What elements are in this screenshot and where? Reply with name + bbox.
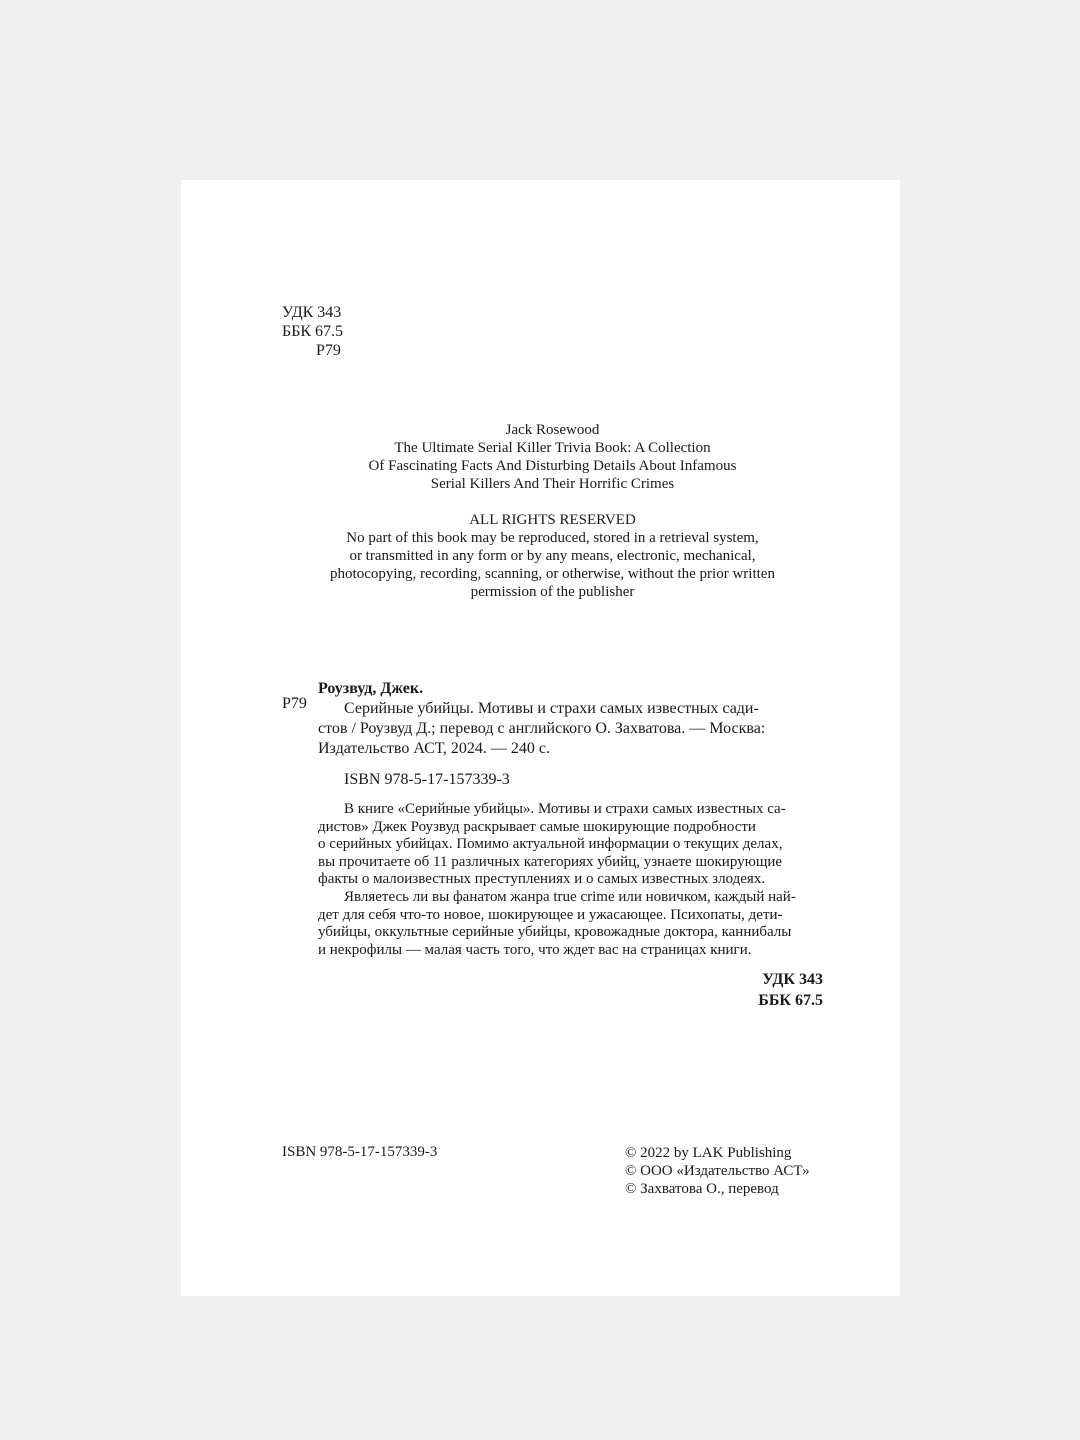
original-title-line: Of Fascinating Facts And Disturbing Details About Infamous bbox=[368, 458, 737, 474]
bbk-code-bold: ББК 67.5 bbox=[758, 992, 823, 1009]
rights-line: or transmitted in any form or by any means, electronic, mechanical, bbox=[349, 548, 756, 564]
classification-codes-top bbox=[282, 303, 343, 360]
annotation-line: дистов» Джек Роузвуд раскрывает самые шокирующие подробности bbox=[318, 818, 756, 835]
annotation-line: Являетесь ли вы фанатом жанра true crime или новичком, каждый най- bbox=[344, 888, 796, 905]
copyright-line: © ООО «Издательство АСТ» bbox=[625, 1163, 810, 1179]
annotation-line: факты о малоизвестных преступлениях и о самых известных злодеях. bbox=[318, 871, 766, 888]
rights-line: No part of this book may be reproduced, stored in a retrieval system, bbox=[346, 530, 759, 546]
copyright-line: © Захватова О., перевод bbox=[625, 1181, 779, 1197]
annotation-line: о серийных убийцах. Помимо актуальной информации о текущих делах, bbox=[318, 836, 783, 853]
udk-code-bold: УДК 343 bbox=[762, 971, 823, 988]
author-sign: Р79 bbox=[316, 342, 341, 359]
original-title-line: The Ultimate Serial Killer Trivia Book: A Collection bbox=[394, 440, 711, 456]
annotation-line: убийцы, оккультные серийные убийцы, кровожадные доктора, каннибалы bbox=[318, 924, 792, 941]
catalog-description-line: стов / Роузвуд Д.; перевод с английского О. Захватова. — Москва: bbox=[318, 720, 766, 737]
catalog-card bbox=[318, 679, 824, 959]
rights-line: photocopying, recording, scanning, or otherwise, without the prior written bbox=[330, 566, 775, 582]
annotation bbox=[318, 801, 824, 959]
rights-line: permission of the publisher bbox=[470, 584, 635, 600]
udk-code: УДК 343 bbox=[282, 304, 342, 321]
classification-codes-right bbox=[758, 969, 823, 1011]
annotation-line: дет для себя что-то новое, шокирующее и ужасающее. Психопаты, дети- bbox=[318, 906, 783, 923]
annotation-line: В книге «Серийные убийцы». Мотивы и страхи самых известных са- bbox=[344, 801, 786, 817]
rights-title: ALL RIGHTS RESERVED bbox=[469, 512, 636, 528]
annotation-line: вы прочитаете об 11 различных категориях убийц, узнаете шокирующие bbox=[318, 853, 783, 870]
catalog-description-line: Серийные убийцы. Мотивы и страхи самых известных сади- bbox=[344, 700, 759, 717]
catalog-description-line: Издательство АСТ, 2024. — 240 с. bbox=[318, 740, 551, 757]
footer-isbn: ISBN 978-5-17-157339-3 bbox=[282, 1144, 438, 1160]
original-edition-block bbox=[241, 421, 864, 601]
bbk-code: ББК 67.5 bbox=[282, 323, 344, 340]
catalog-author-sign: Р79 bbox=[282, 695, 307, 712]
original-title-line: Serial Killers And Their Horrific Crimes bbox=[430, 476, 675, 492]
copyright-line: © 2022 by LAK Publishing bbox=[625, 1145, 792, 1161]
book-page bbox=[181, 180, 900, 1296]
catalog-author: Роузвуд, Джек. bbox=[318, 680, 424, 697]
annotation-line: и некрофилы — малая часть того, что ждет вас на страницах книги. bbox=[318, 941, 752, 958]
original-author: Jack Rosewood bbox=[505, 422, 600, 438]
copyright-block bbox=[625, 1144, 810, 1198]
catalog-isbn: ISBN 978-5-17-157339-3 bbox=[344, 771, 510, 788]
